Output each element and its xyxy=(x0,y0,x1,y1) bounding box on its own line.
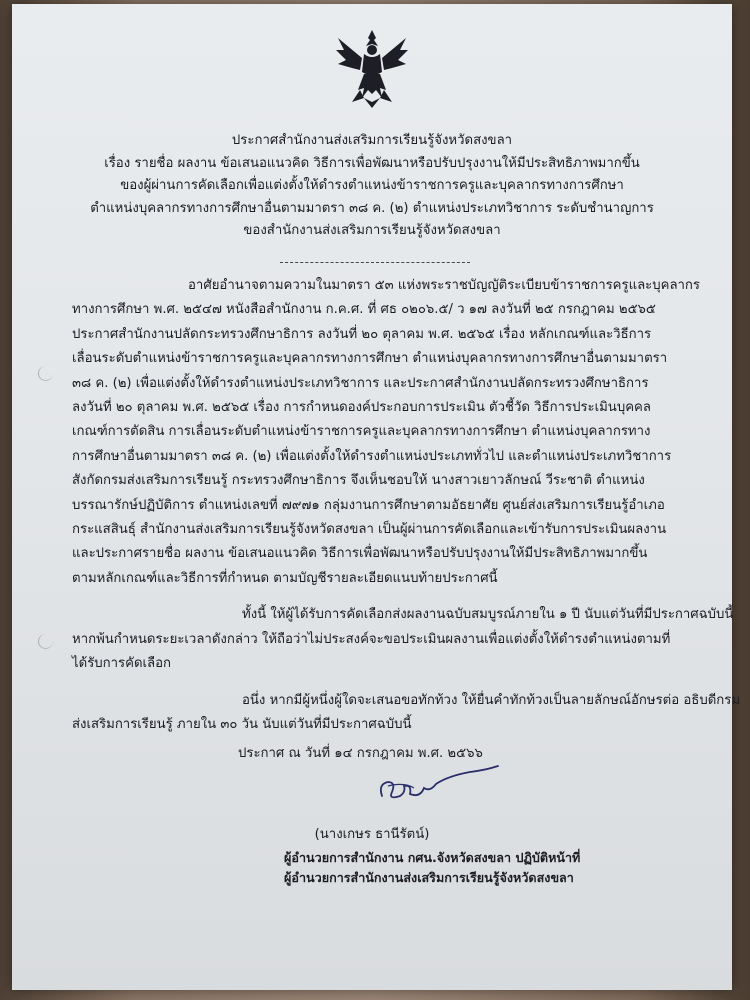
punch-hole xyxy=(38,366,53,381)
punch-hole xyxy=(38,634,53,649)
position-line: ผู้อำนวยการสำนักงาน กศน.จังหวัดสงขลา ปฏิบัติหน้าที่ xyxy=(284,850,581,865)
body-line: บรรณารักษ์ปฏิบัติการ ตำแหน่งเลขที่ ๗๙๗๑ กลุ่มงานการศึกษาตามอัธยาศัย ศูนย์ส่งเสริมการเรียนรู้อำเภอ xyxy=(72,497,665,513)
body-line: สังกัดกรมส่งเสริมการเรียนรู้ กระทรวงศึกษาธิการ จึงเห็นชอบให้ นางสาวเยาวลักษณ์ วีระชาติ ตำแหน่ง xyxy=(72,473,645,489)
body-line: เลื่อนระดับตำแหน่งข้าราชการครูและบุคลากรทางการศึกษา ตำแหน่งบุคลากรทางการศึกษาอื่นตามมาตรา xyxy=(72,351,668,367)
body-line: และประกาศรายชื่อ ผลงาน ข้อเสนอแนวคิด วิธีการเพื่อพัฒนาหรือปรับปรุงงานให้มีประสิทธิภาพมากขึ้น xyxy=(72,546,648,562)
handwritten-signature xyxy=(374,762,504,808)
announcement-date: ประกาศ ณ วันที่ ๑๔ กรกฎาคม พ.ศ. ๒๕๖๖ xyxy=(238,746,483,761)
body-line: ลงวันที่ ๒๐ ตุลาคม พ.ศ. ๒๕๖๕ เรื่อง การกำหนดองค์ประกอบการประเมิน ตัวชี้วัด วิธีการประเมินบุคคล xyxy=(72,400,651,416)
body-line: ๓๘ ค. (๒) เพื่อแต่งตั้งให้ดำรงตำแหน่งประเภทวิชาการ และประกาศสำนักงานปลัดกระทรวงศึกษาธิการ xyxy=(72,375,649,391)
body-line: อาศัยอำนาจตามความในมาตรา ๕๓ แห่งพระราชบัญญัติระเบียบข้าราชการครูและบุคลากร xyxy=(188,278,700,293)
document-page xyxy=(12,4,741,990)
body-line: หากพ้นกำหนดระยะเวลาดังกล่าว ให้ถือว่าไม่ประสงค์จะขอประเมินผลงานเพื่อแต่งตั้งให้ดำรงตำแหน่งตามที่ xyxy=(72,631,671,647)
body-line: อนึ่ง หากมีผู้หนึ่งผู้ใดจะเสนอขอทักท้วง ให้ยื่นคำทักท้วงเป็นลายลักษณ์อักษรต่อ อธิบดีกรม xyxy=(242,692,741,708)
signer-block xyxy=(12,824,732,846)
body-line: การศึกษาอื่นตามมาตรา ๓๘ ค. (๒) เพื่อแต่งตั้งให้ดำรงตำแหน่งประเภททั่วไป และตำแหน่งประเภทวิชาการ xyxy=(72,448,672,464)
position-line: ผู้อำนวยการสำนักงานส่งเสริมการเรียนรู้จังหวัดสงขลา xyxy=(284,870,574,885)
announcement-header xyxy=(12,130,732,243)
body-line: กระแสสินธุ์ สำนักงานส่งเสริมการเรียนรู้จังหวัดสงขลา เป็นผู้ผ่านการคัดเลือกและเข้ารับการประเมินผลงาน xyxy=(72,522,667,538)
announcement-body xyxy=(72,274,741,737)
garuda-emblem-icon xyxy=(334,28,410,110)
header-line: ของสำนักงานส่งเสริมการเรียนรู้จังหวัดสงขลา xyxy=(243,223,501,239)
body-line: ตามหลักเกณฑ์และวิธีการที่กำหนด ตามบัญชีรายละเอียดแนบท้ายประกาศนี้ xyxy=(72,570,498,586)
body-line: เกณฑ์การตัดสิน การเลื่อนระดับตำแหน่งข้าราชการครูและบุคลากรทางการศึกษา ตำแหน่งบุคลากรทาง xyxy=(72,424,651,440)
signer-name: (นางเกษร ธานีรัตน์) xyxy=(314,827,430,842)
header-line: ตำแหน่งบุคลากรทางการศึกษาอื่นตามมาตรา ๓๘ ค. (๒) ตำแหน่งประเภทวิชาการ ระดับชำนาญการ xyxy=(90,200,654,216)
body-line: ทางการศึกษา พ.ศ. ๒๕๔๗ หนังสือสำนักงาน ก.ค.ศ. ที่ ศธ ๐๒๐๖.๕/ ว ๑๗ ลงวันที่ ๒๕ กรกฎาคม ๒๕๖๕ xyxy=(72,302,656,318)
header-line: ประกาศสำนักงานส่งเสริมการเรียนรู้จังหวัดสงขลา xyxy=(231,133,513,148)
body-line: ทั้งนี้ ให้ผู้ได้รับการคัดเลือกส่งผลงานฉบับสมบูรณ์ภายใน ๑ ปี นับแต่วันที่มีประกาศฉบับนี้ xyxy=(242,607,734,623)
header-line: ของผู้ผ่านการคัดเลือกเพื่อแต่งตั้งให้ดำรงตำแหน่งข้าราชการครูและบุคลากรทางการศึกษา xyxy=(120,178,624,194)
body-line: ประกาศสำนักงานปลัดกระทรวงศึกษาธิการ ลงวันที่ ๒๐ ตุลาคม พ.ศ. ๒๕๖๕ เรื่อง หลักเกณฑ์และวิธีการ xyxy=(72,326,652,342)
signer-position xyxy=(284,848,580,888)
header-line: เรื่อง รายชื่อ ผลงาน ข้อเสนอแนวคิด วิธีการเพื่อพัฒนาหรือปรับปรุงงานให้มีประสิทธิภาพมากขึ้น xyxy=(104,155,640,171)
header-divider xyxy=(280,262,470,263)
body-line: ส่งเสริมการเรียนรู้ ภายใน ๓๐ วัน นับแต่วันที่มีประกาศฉบับนี้ xyxy=(72,716,412,732)
body-line: ได้รับการคัดเลือก xyxy=(72,656,172,672)
